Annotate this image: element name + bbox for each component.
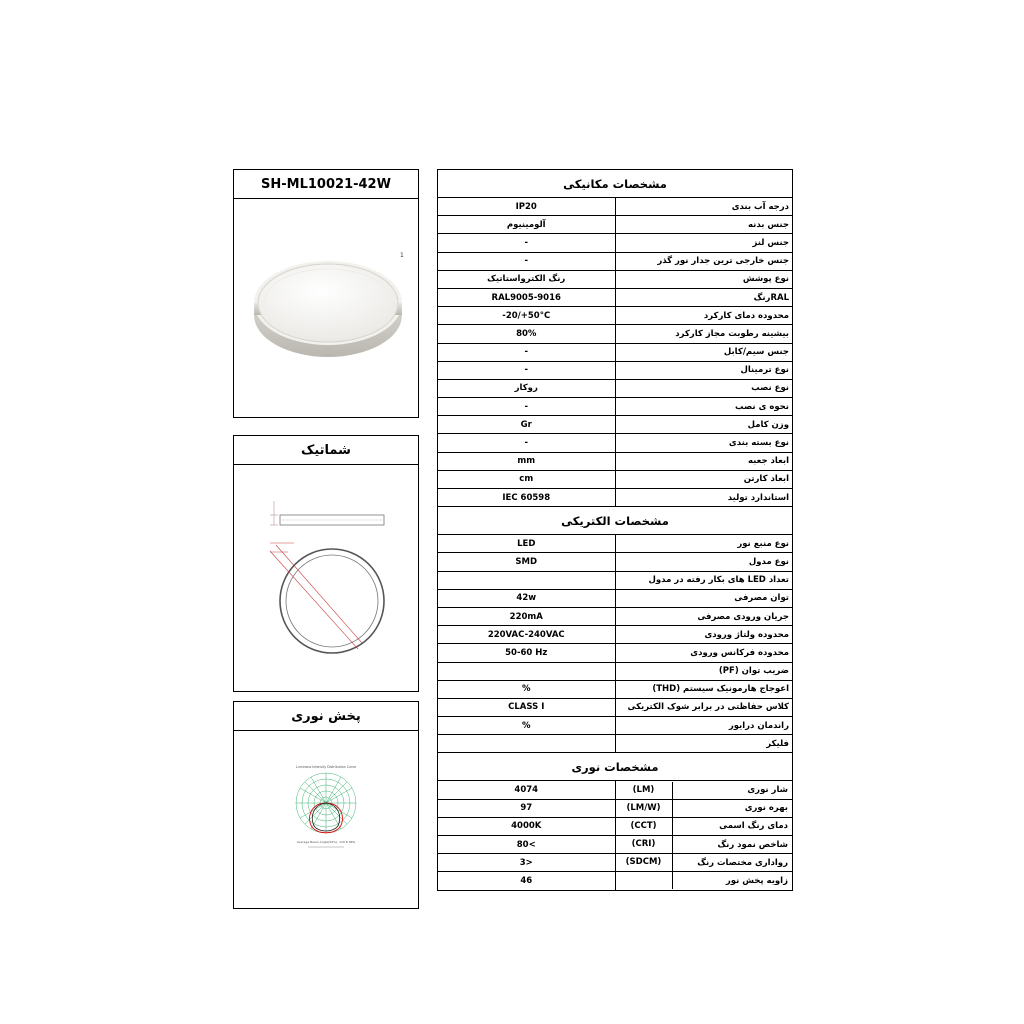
schematic-title: شماتیک [234, 436, 418, 465]
spec-table [437, 169, 793, 891]
spec-label: فلیکر [615, 735, 793, 753]
spec-value: 97 [438, 799, 616, 817]
distribution-caption-bottom: Average Beam Angle(50%): 116.8 DEG [296, 840, 356, 844]
spec-row [438, 398, 793, 416]
spec-unit: (LM) [616, 782, 673, 799]
spec-row [438, 698, 793, 716]
spec-value: % [438, 680, 616, 698]
spec-row [438, 234, 793, 252]
spec-value: 3> [438, 854, 616, 872]
spec-value: - [438, 234, 616, 252]
product-photo-panel [233, 169, 419, 418]
section-title: مشخصات مکانیکی [438, 170, 793, 198]
spec-value: - [438, 398, 616, 416]
spec-row [438, 325, 793, 343]
spec-label: محدوده ولتاژ ورودی [615, 626, 793, 644]
spec-unit [616, 872, 673, 889]
spec-label: درجه آب بندی [615, 198, 793, 216]
spec-row [438, 717, 793, 735]
spec-label-cell [615, 781, 793, 799]
spec-value: 220VAC-240VAC [438, 626, 616, 644]
spec-value: 4000K [438, 817, 616, 835]
spec-row [438, 817, 793, 835]
spec-value: آلومینیوم [438, 216, 616, 234]
svg-text:1: 1 [400, 252, 404, 259]
spec-label: اعوجاج هارمونیک سیستم (THD) [615, 680, 793, 698]
spec-label: تعداد LED های بکار رفته در مدول [615, 571, 793, 589]
spec-label: RALرنگ [615, 288, 793, 306]
spec-row [438, 198, 793, 216]
spec-value: 42w [438, 589, 616, 607]
spec-row [438, 571, 793, 589]
downlight-image [234, 199, 418, 417]
spec-label: بهره نوری [744, 803, 788, 814]
spec-label: زاویه پخش نور [725, 875, 788, 886]
spec-value [438, 662, 616, 680]
spec-label-cell [615, 799, 793, 817]
spec-row [438, 735, 793, 753]
spec-value: RAL9005-9016 [438, 288, 616, 306]
spec-label-cell [615, 872, 793, 890]
model-title: SH-ML10021-42W [234, 170, 418, 199]
section-title: مشخصات الکتریکی [438, 507, 793, 535]
spec-label-cell [615, 836, 793, 854]
spec-row [438, 288, 793, 306]
distribution-caption-top: Luminous Intensity Distribution Curve [295, 765, 357, 769]
spec-row [438, 252, 793, 270]
spec-row [438, 270, 793, 288]
spec-row [438, 872, 793, 890]
spec-label: ابعاد جعبه [615, 452, 793, 470]
spec-label: نوع منبع نور [615, 535, 793, 553]
spec-row [438, 434, 793, 452]
spec-label: وزن کامل [615, 416, 793, 434]
spec-row [438, 781, 793, 799]
spec-label: جنس بدنه [615, 216, 793, 234]
spec-row [438, 553, 793, 571]
spec-row [438, 361, 793, 379]
spec-label: جنس سیم/کابل [615, 343, 793, 361]
spec-label: نوع ترمینال [615, 361, 793, 379]
spec-value: 50-60 Hz [438, 644, 616, 662]
spec-label: راندمان درایور [615, 717, 793, 735]
spec-value: 220mA [438, 607, 616, 625]
spec-value [438, 735, 616, 753]
spec-row [438, 416, 793, 434]
spec-unit: (CCT) [616, 818, 673, 835]
spec-label: کلاس حفاظتی در برابر شوک الکتریکی [615, 698, 793, 716]
spec-label-cell [615, 854, 793, 872]
spec-row [438, 343, 793, 361]
spec-row [438, 216, 793, 234]
spec-row [438, 626, 793, 644]
spec-value: IEC 60598 [438, 489, 616, 507]
spec-row [438, 470, 793, 488]
spec-row [438, 535, 793, 553]
spec-row [438, 799, 793, 817]
spec-row [438, 680, 793, 698]
spec-value: IP20 [438, 198, 616, 216]
spec-row [438, 836, 793, 854]
schematic-drawing [234, 465, 418, 691]
section-mechanical [438, 170, 793, 198]
spec-value: - [438, 361, 616, 379]
spec-row [438, 662, 793, 680]
spec-label: توان مصرفی [615, 589, 793, 607]
spec-label: نحوه ی نصب [615, 398, 793, 416]
spec-row [438, 854, 793, 872]
spec-label: محدوده فرکانس ورودی [615, 644, 793, 662]
spec-value: - [438, 434, 616, 452]
schematic-panel [233, 435, 419, 692]
spec-row [438, 307, 793, 325]
spec-value: - [438, 252, 616, 270]
spec-row [438, 644, 793, 662]
spec-label-cell [615, 817, 793, 835]
section-electrical [438, 507, 793, 535]
spec-value: % [438, 717, 616, 735]
spec-value: 46 [438, 872, 616, 890]
spec-label: شار نوری [747, 785, 788, 796]
spec-value [438, 571, 616, 589]
spec-value: رنگ الکترواستاتیک [438, 270, 616, 288]
spec-label: شاخص نمود رنگ [717, 839, 788, 850]
product-photo [234, 199, 418, 417]
spec-unit: (LM/W) [616, 800, 673, 817]
polar-curve [234, 731, 418, 908]
spec-row [438, 452, 793, 470]
spec-value: روکار [438, 379, 616, 397]
spec-value: -20/+50°C [438, 307, 616, 325]
spec-value: - [438, 343, 616, 361]
spec-value: mm [438, 452, 616, 470]
spec-label: استاندارد تولید [615, 489, 793, 507]
spec-label: نوع نصب [615, 379, 793, 397]
spec-value: cm [438, 470, 616, 488]
spec-unit: (CRI) [616, 836, 673, 853]
section-title: مشخصات نوری [438, 753, 793, 781]
spec-value: 80% [438, 325, 616, 343]
spec-value: LED [438, 535, 616, 553]
spec-row [438, 607, 793, 625]
spec-label: رواداری مختصات رنگ [697, 857, 788, 868]
spec-row [438, 589, 793, 607]
spec-row [438, 489, 793, 507]
spec-value: 4074 [438, 781, 616, 799]
spec-label: نوع مدول [615, 553, 793, 571]
spec-unit: (SDCM) [616, 854, 673, 871]
section-optical [438, 753, 793, 781]
spec-label: ابعاد کارتن [615, 470, 793, 488]
spec-label: بیشینه رطوبت مجاز کارکرد [615, 325, 793, 343]
spec-label: جنس خارجی ترین جدار نور گذر [615, 252, 793, 270]
spec-label: نوع پوشش [615, 270, 793, 288]
spec-label: دمای رنگ اسمی [719, 821, 788, 832]
spec-value: Gr [438, 416, 616, 434]
spec-label: نوع بسته بندی [615, 434, 793, 452]
spec-row [438, 379, 793, 397]
spec-value: CLASS I [438, 698, 616, 716]
distribution-title: پخش نوری [234, 702, 418, 731]
spec-value: 80< [438, 836, 616, 854]
spec-value: SMD [438, 553, 616, 571]
spec-label: جنس لنز [615, 234, 793, 252]
spec-label: جریان ورودی مصرفی [615, 607, 793, 625]
light-distribution-panel [233, 701, 419, 909]
spec-label: ضریب توان (PF) [615, 662, 793, 680]
spec-label: محدوده دمای کارکرد [615, 307, 793, 325]
